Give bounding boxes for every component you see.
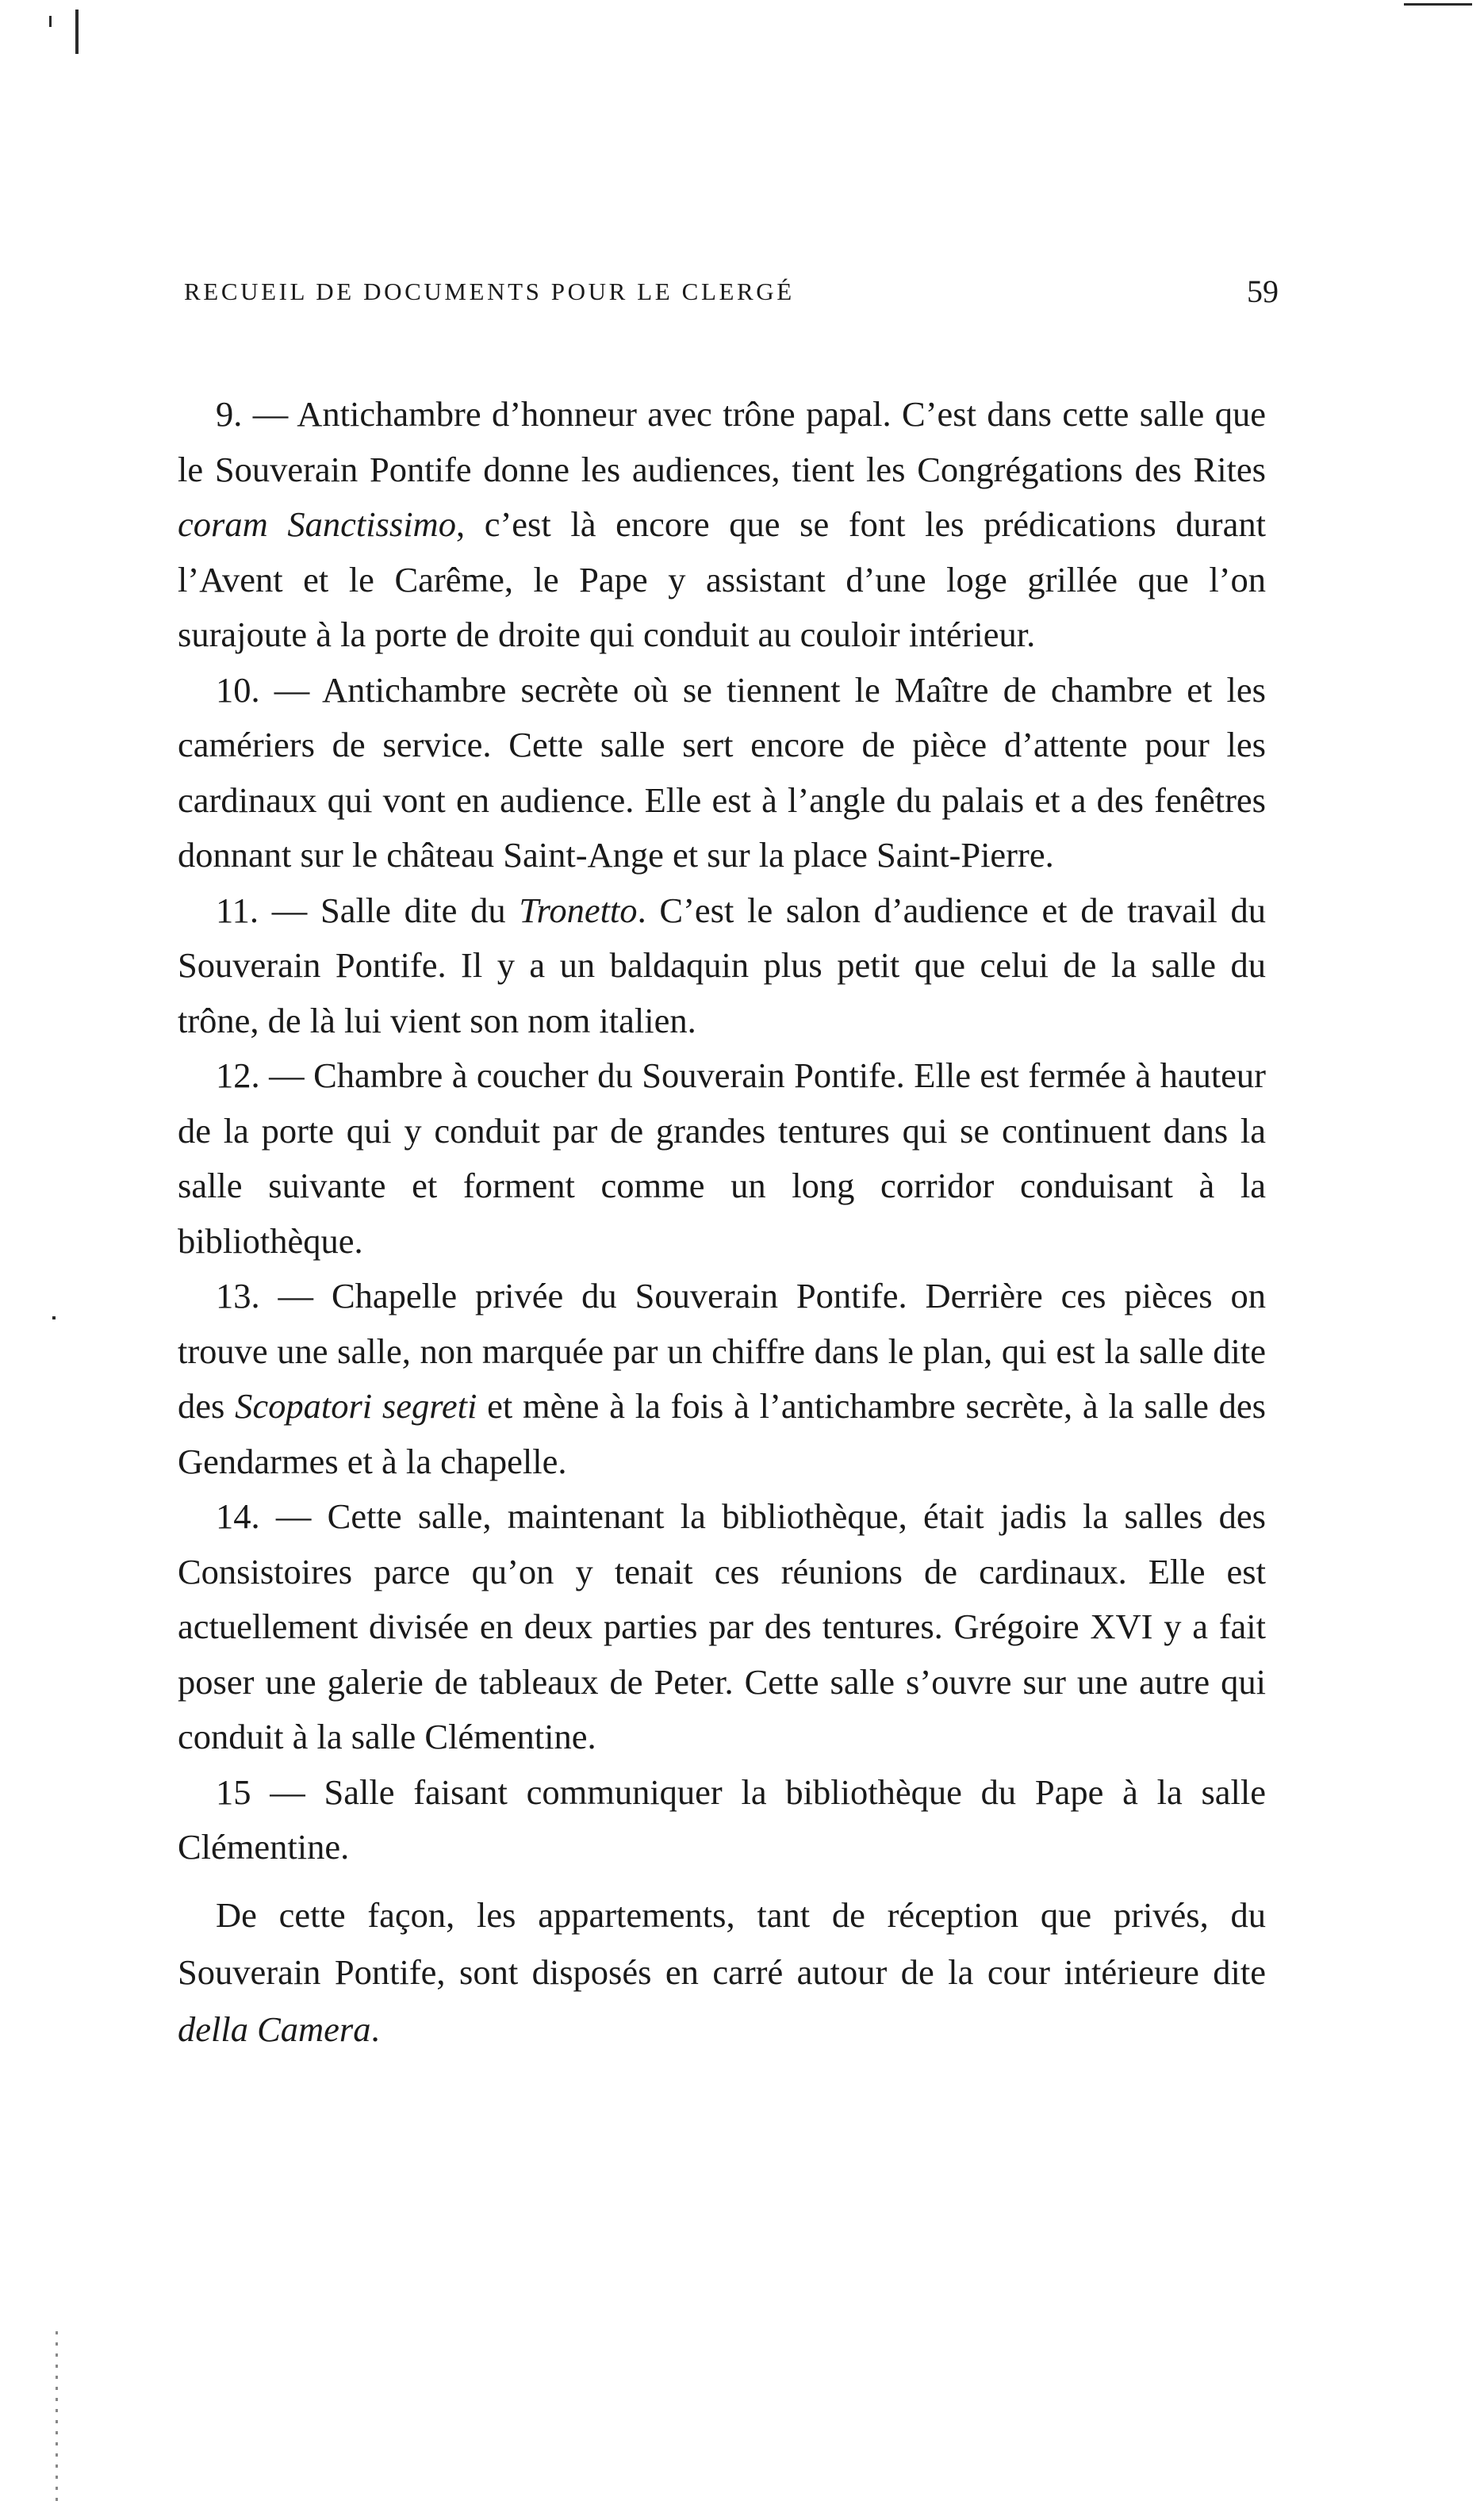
- numbered-paragraph: [178, 1765, 1266, 1875]
- page-number: 59: [1247, 274, 1279, 309]
- numbered-paragraph: [178, 883, 1266, 1049]
- paragraph-text: 11. — Salle dite du: [216, 890, 520, 930]
- paragraph-text: .: [370, 2009, 380, 2049]
- scan-artifact-bracket: [75, 10, 79, 54]
- closing-paragraph: [178, 1886, 1266, 2058]
- scan-artifact-rule: [1404, 3, 1472, 6]
- scan-artifact-dotted-line: [56, 2331, 58, 2506]
- italic-phrase: coram Sanctissimo: [178, 504, 456, 544]
- paragraph-text: 10. — Antichambre secrète où se tiennent le Maître de chambre et les camériers de service. Cette salle sert encore de pièce d’attente pour les cardinaux qui vont en audience. Elle est à l’angle du palais et a des fenêtres donnant sur le château Saint-Ange et sur la place Saint-Pierre.: [178, 669, 1266, 875]
- paragraph-text: 12. — Chambre à coucher du Souverain Pontife. Elle est fermée à hauteur de la porte qui y conduit par de grandes tentures qui se continuent dans la salle suivante et forment comme un long corridor conduisant à la bibliothèque.: [178, 1055, 1266, 1261]
- scan-artifact-dot: [52, 1316, 56, 1319]
- numbered-paragraph: [178, 387, 1266, 663]
- running-title: RECUEIL DE DOCUMENTS POUR LE CLERGÉ: [184, 278, 795, 305]
- numbered-paragraph: [178, 1269, 1266, 1489]
- paragraph-text: , c’est là encore que se font les prédications durant l’Avent et le Carême, le Pape y assistant d’une loge grillée que l’on surajoute à la porte de droite qui conduit au couloir intérieur.: [178, 504, 1266, 654]
- italic-phrase: Tronetto: [519, 890, 638, 930]
- paragraph-text: 15 — Salle faisant communiquer la bibliothèque du Pape à la salle Clémentine.: [178, 1771, 1266, 1867]
- numbered-paragraph: [178, 1048, 1266, 1269]
- paragraph-text: . C’est le salon d’audience et de travail du Souverain Pontife. Il y a un baldaquin plus petit que celui de la salle du trône, de là lui vient son nom italien.: [178, 890, 1266, 1040]
- numbered-paragraph: [178, 1489, 1266, 1765]
- paragraph-text: 13. — Chapelle privée du Souverain Pontife. Derrière ces pièces on trouve une salle, non marquée par un chiffre dans le plan, qui est la salle dite des: [178, 1276, 1266, 1426]
- italic-phrase: della Camera: [178, 2009, 371, 2049]
- paragraph-text: 9. — Antichambre d’honneur avec trône papal. C’est dans cette salle que le Souverain Pontife donne les audiences, tient les Congrégations des Rites: [178, 394, 1266, 489]
- body-text: [178, 387, 1266, 2058]
- running-header: [184, 274, 1279, 312]
- scan-artifact-mark: [49, 16, 52, 27]
- paragraph-text: De cette façon, les appartements, tant de réception que privés, du Souverain Pontife, sont disposés en carré autour de la cour intérieure dite: [178, 1894, 1266, 1992]
- paragraph-text: et mène à la fois à l’antichambre secrète, à la salle des Gendarmes et à la chapelle.: [178, 1386, 1266, 1481]
- italic-phrase: Scopatori segreti: [235, 1386, 477, 1426]
- paragraph-text: 14. — Cette salle, maintenant la bibliothèque, était jadis la salles des Consistoires parce qu’on y tenait ces réunions de cardinaux. Elle est actuellement divisée en deux parties par des tentures. Grégoire XVI y a fait poser une galerie de tableaux de Peter. Cette salle s’ouvre sur une autre qui conduit à la salle Clémentine.: [178, 1496, 1266, 1756]
- numbered-paragraph: [178, 663, 1266, 883]
